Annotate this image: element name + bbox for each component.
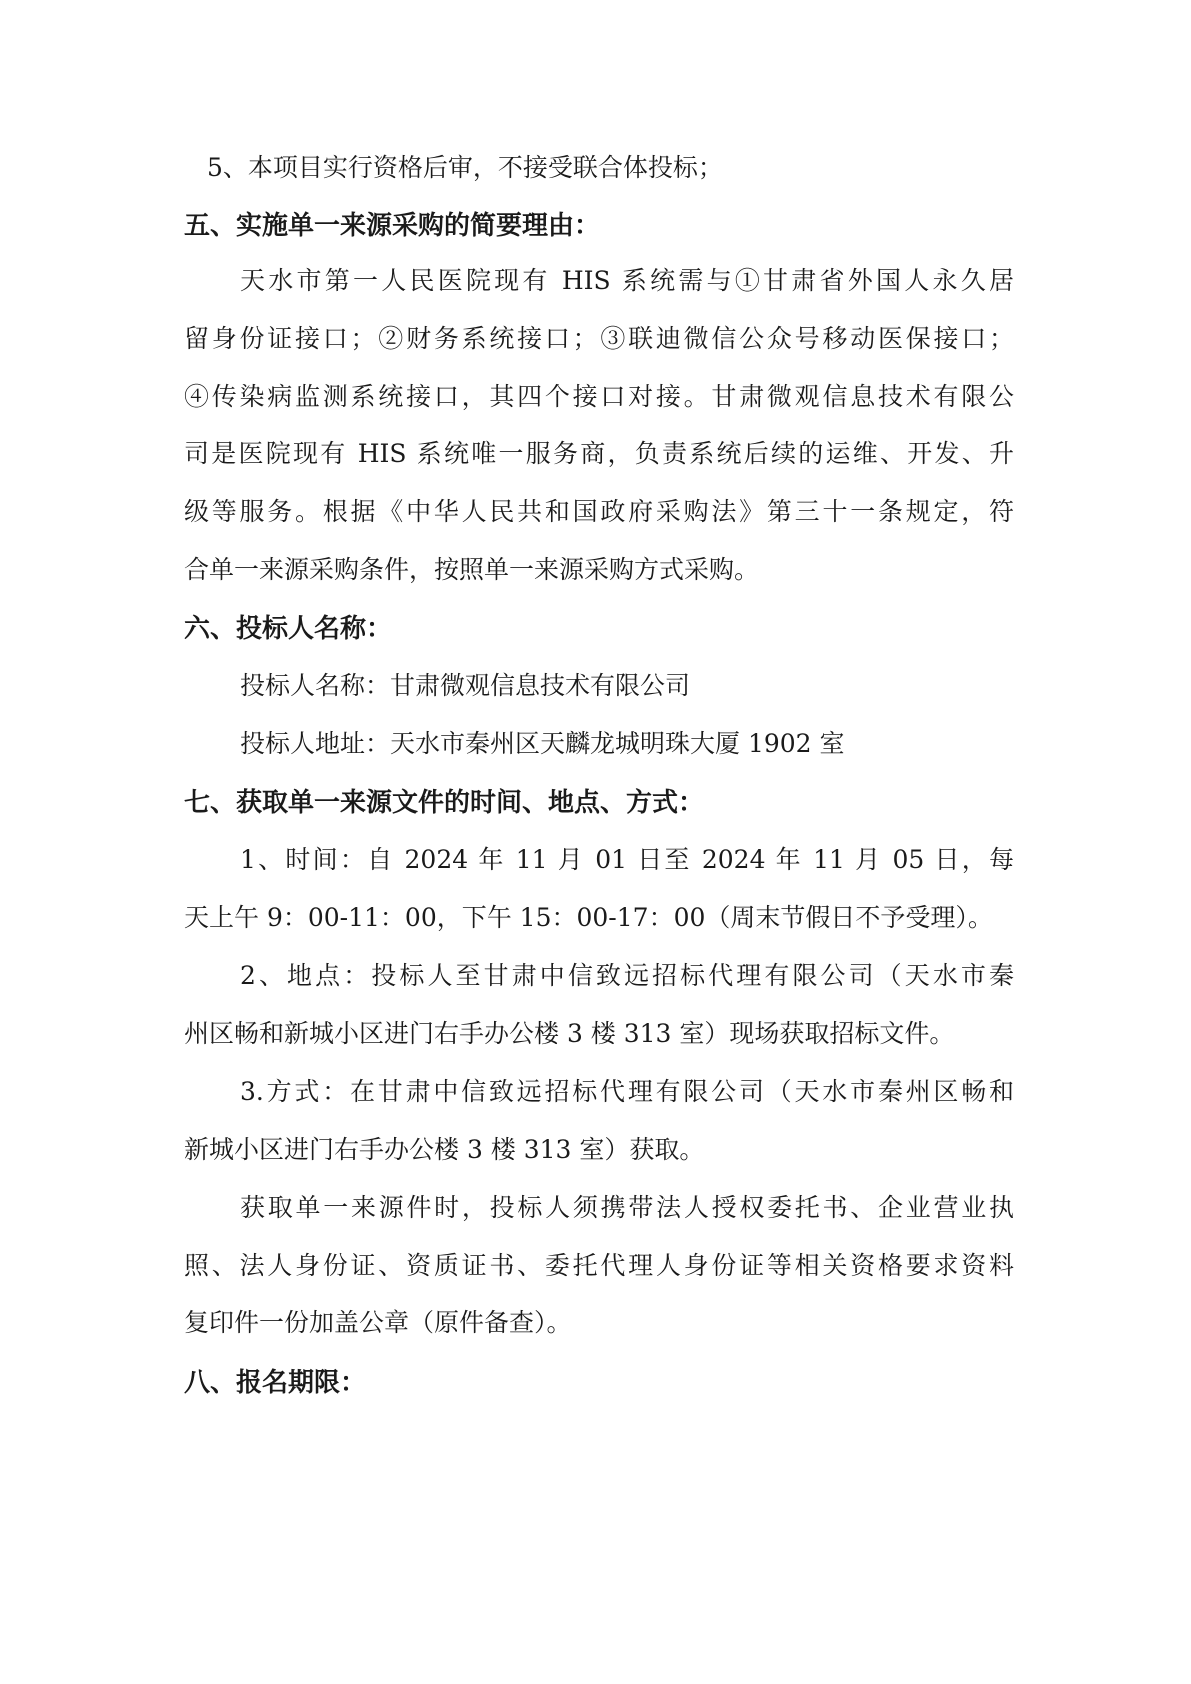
- item-5-text: 5、本项目实行资格后审，不接受联合体投标；: [207, 153, 723, 182]
- section-5-line: 级等服务。根据《中华人民共和国政府采购法》第三十一条规定，符: [184, 497, 1014, 526]
- section-5-line: 合单一来源采购条件，按照单一来源采购方式采购。: [184, 555, 760, 584]
- time-line: 1、时间：自 2024 年 11 月 01 日至 2024 年 11 月 05 日，每: [240, 845, 1014, 874]
- section-5-line: 司是医院现有 HIS 系统唯一服务商，负责系统后续的运维、开发、升: [184, 439, 1014, 468]
- section-8-heading: 八、报名期限：: [184, 1368, 367, 1398]
- bidder-name: 投标人名称：甘肃微观信息技术有限公司: [240, 671, 691, 700]
- note-line: 获取单一来源件时，投标人须携带法人授权委托书、企业营业执: [240, 1193, 1014, 1222]
- note-line: 复印件一份加盖公章（原件备查）。: [184, 1308, 572, 1337]
- place-line: 2、地点：投标人至甘肃中信致远招标代理有限公司（天水市秦: [240, 961, 1014, 990]
- time-line: 天上午 9：00-11：00，下午 15：00-17：00（周末节假日不予受理）。: [184, 903, 993, 932]
- section-5-line: ④传染病监测系统接口，其四个接口对接。甘肃微观信息技术有限公: [184, 382, 1014, 411]
- section-5-line: 天水市第一人民医院现有 HIS 系统需与①甘肃省外国人永久居: [240, 266, 1014, 295]
- section-6-heading: 六、投标人名称：: [184, 614, 393, 644]
- section-5-line: 留身份证接口；②财务系统接口；③联迪微信公众号移动医保接口；: [184, 324, 1014, 353]
- section-7-heading: 七、获取单一来源文件的时间、地点、方式：: [184, 788, 705, 818]
- method-line: 3.方式：在甘肃中信致远招标代理有限公司（天水市秦州区畅和: [240, 1077, 1014, 1106]
- bidder-address: 投标人地址：天水市秦州区天麟龙城明珠大厦 1902 室: [240, 729, 845, 758]
- section-5-heading: 五、实施单一来源采购的简要理由：: [184, 211, 601, 241]
- place-line: 州区畅和新城小区进门右手办公楼 3 楼 313 室）现场获取招标文件。: [184, 1019, 955, 1048]
- note-line: 照、法人身份证、资质证书、委托代理人身份证等相关资格要求资料: [184, 1251, 1014, 1280]
- method-line: 新城小区进门右手办公楼 3 楼 313 室）获取。: [184, 1135, 705, 1164]
